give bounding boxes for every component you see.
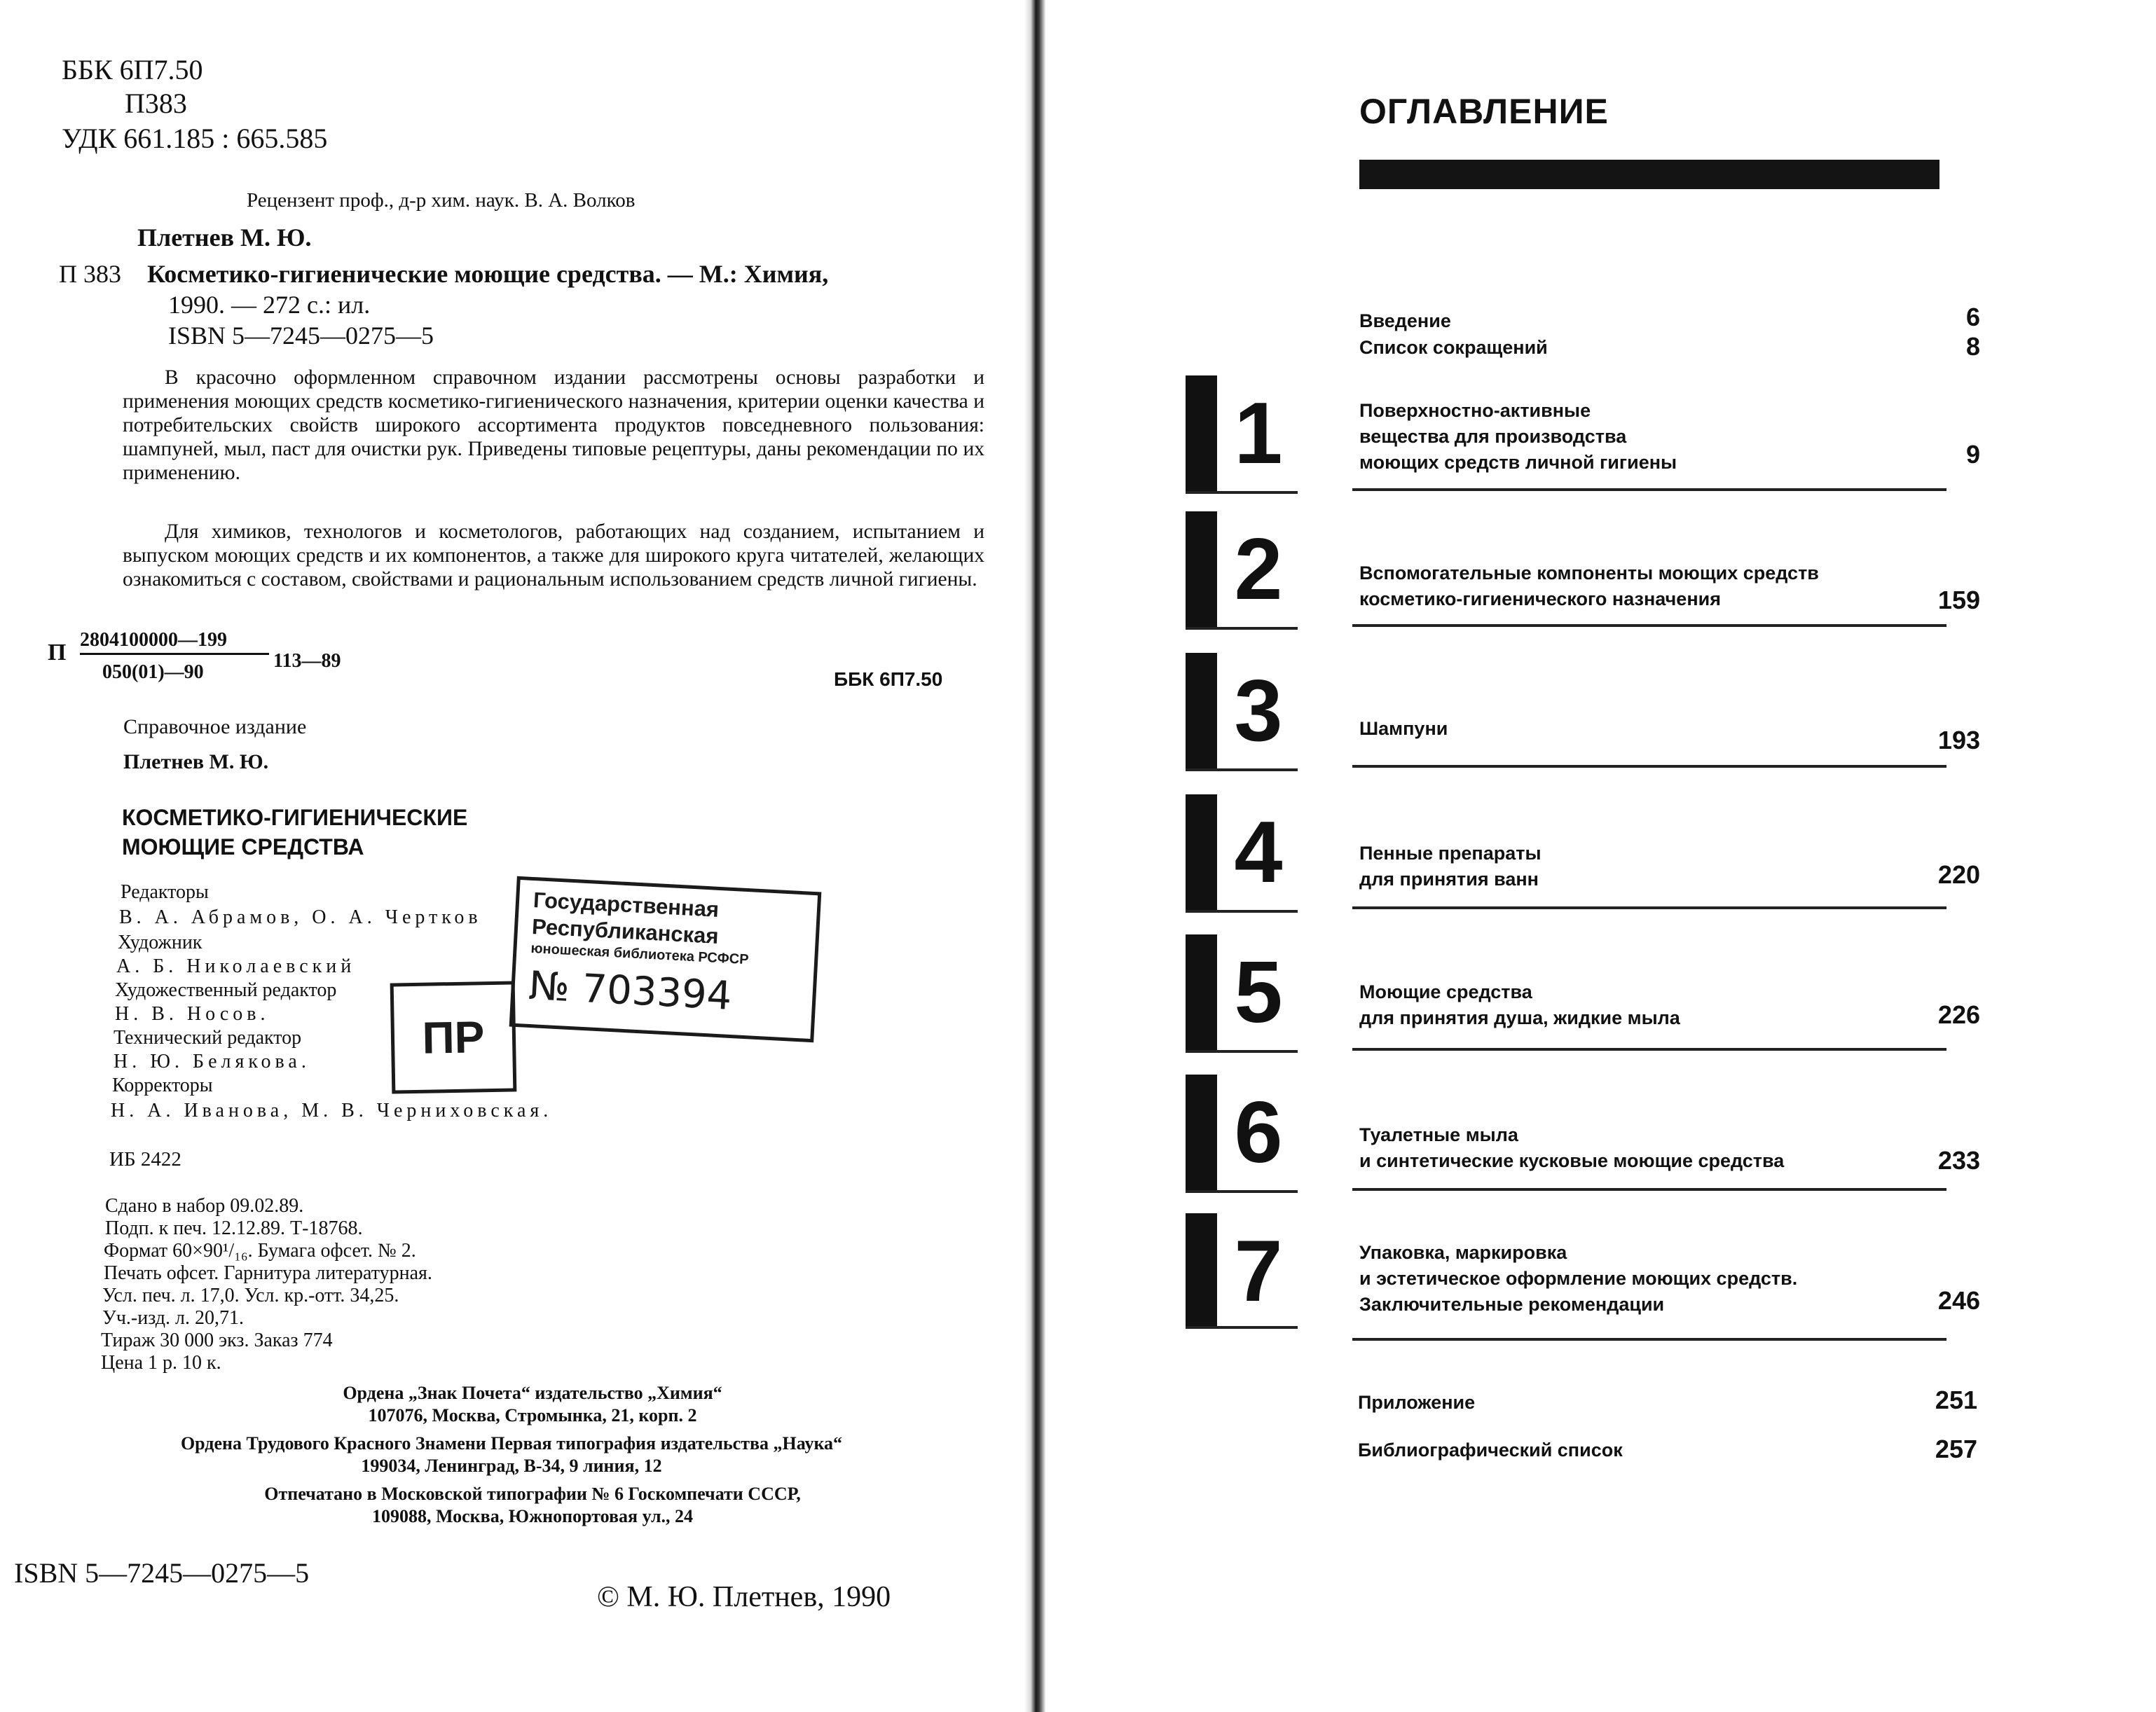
chapter-6-marker bbox=[1186, 1075, 1298, 1190]
chapter-1-number: 1 bbox=[1234, 385, 1283, 482]
chapter-3-marker bbox=[1186, 653, 1298, 768]
chapter-4-page: 220 bbox=[1937, 860, 1980, 889]
title-uppercase-2: МОЮЩИЕ СРЕДСТВА bbox=[122, 834, 364, 860]
publisher-line-1: Ордена „Знак Почета“ издательство „Химия“ bbox=[343, 1383, 722, 1403]
print-detail-6: Уч.-изд. л. 20,71. bbox=[102, 1307, 244, 1329]
bib-code: П 383 bbox=[59, 260, 121, 288]
print-detail-5: Усл. печ. л. 17,0. Усл. кр.-отт. 34,25. bbox=[102, 1285, 399, 1306]
chapter-5-bar bbox=[1186, 934, 1217, 1050]
chapter-1-title-line-1: Поверхностно-активные bbox=[1359, 400, 1591, 421]
chapter-3-number: 3 bbox=[1234, 662, 1283, 759]
chapter-7-number: 7 bbox=[1234, 1222, 1283, 1320]
chapter-4-rule bbox=[1352, 906, 1946, 909]
chapter-3-page: 193 bbox=[1937, 726, 1980, 754]
chapter-5-title-line-2: для принятия душа, жидкие мыла bbox=[1359, 1007, 1680, 1028]
bbk-right: ББК 6П7.50 bbox=[834, 668, 943, 690]
chapter-2-rule bbox=[1352, 624, 1946, 627]
chapter-6-rule-short bbox=[1186, 1190, 1298, 1193]
chapter-6-rule bbox=[1352, 1188, 1946, 1191]
publisher-line-4: 199034, Ленинград, В-34, 9 линия, 12 bbox=[361, 1456, 662, 1476]
proofreaders: Н. А. Иванова, М. В. Черниховская. bbox=[111, 1100, 553, 1121]
chapter-4-marker bbox=[1186, 794, 1298, 910]
library-stamp-line-1: Государственная bbox=[533, 888, 720, 922]
publisher-line-5: Отпечатано в Московской типографии № 6 Госкомпечати СССР, bbox=[264, 1484, 801, 1504]
chapter-1-marker bbox=[1186, 375, 1298, 491]
bib-year: 1990. — 272 с.: ил. bbox=[168, 291, 371, 319]
chapter-2-number: 2 bbox=[1234, 520, 1283, 618]
chapter-2-bar bbox=[1186, 511, 1217, 627]
chapter-7-rule bbox=[1352, 1338, 1946, 1341]
toc-abbrev-page: 8 bbox=[1965, 332, 1980, 361]
library-stamp-number: № 703394 bbox=[528, 962, 733, 1019]
art-editor-label: Художественный редактор bbox=[115, 979, 337, 1001]
proof-label: Корректоры bbox=[112, 1075, 213, 1096]
chapter-7-page: 246 bbox=[1937, 1286, 1980, 1315]
publisher-line-2: 107076, Москва, Стромынка, 21, корп. 2 bbox=[368, 1405, 697, 1425]
chapter-7-title-line-3: Заключительные рекомендации bbox=[1359, 1294, 1665, 1315]
library-stamp-line-3: юношеская библиотека РСФСР bbox=[530, 940, 750, 968]
catalog-code: П383 bbox=[125, 88, 187, 119]
toc-title: ОГЛАВЛЕНИЕ bbox=[1359, 92, 1609, 131]
editors-label: Редакторы bbox=[121, 881, 209, 903]
toc-intro-label: Введение bbox=[1359, 310, 1451, 331]
abstract-paragraph-2: Для химиков, технологов и косметологов, работающих над созданием, испытанием и выпуском моющих средств и их компонентов, а также для широкого круга читателей, желающих ознакомиться с составом, свойствами и рациональным использованием средств личной гигиены. bbox=[123, 520, 984, 591]
fraction-denominator: 050(01)—90 bbox=[102, 661, 204, 683]
chapter-4-title-line-2: для принятия ванн bbox=[1359, 869, 1539, 890]
print-detail-8: Цена 1 р. 10 к. bbox=[101, 1352, 221, 1374]
chapter-4-bar bbox=[1186, 794, 1217, 910]
tech-editor: Н. Ю. Белякова. bbox=[114, 1051, 310, 1072]
udk-code: УДК 661.185 : 665.585 bbox=[62, 123, 328, 154]
bbk-code: ББК 6П7.50 bbox=[62, 54, 203, 85]
chapter-1-title-line-2: вещества для производства bbox=[1359, 426, 1627, 447]
chapter-2-title-line-2: косметико-гигиенического назначения bbox=[1359, 588, 1721, 609]
chapter-7-bar bbox=[1186, 1213, 1217, 1329]
chapter-1-bar bbox=[1186, 375, 1217, 491]
print-detail-1: Сдано в набор 09.02.89. bbox=[105, 1195, 304, 1217]
chapter-1-title-line-3: моющих средств личной гигиены bbox=[1359, 452, 1677, 473]
toc-bibliography-page: 257 bbox=[1935, 1435, 1977, 1463]
chapter-5-page: 226 bbox=[1937, 1000, 1980, 1029]
isbn-bottom: ISBN 5—7245—0275—5 bbox=[14, 1557, 310, 1589]
tech-editor-label: Технический редактор bbox=[114, 1027, 302, 1049]
ib-number: ИБ 2422 bbox=[109, 1148, 181, 1171]
chapter-1-rule bbox=[1352, 488, 1946, 491]
editors: В. А. Абрамов, О. А. Чертков bbox=[119, 906, 482, 928]
pr-stamp: ПР bbox=[390, 981, 517, 1093]
artist-label: Художник bbox=[118, 932, 202, 953]
fraction-prefix: П bbox=[48, 640, 67, 665]
chapter-5-title-line-1: Моющие средства bbox=[1359, 981, 1532, 1002]
chapter-4-rule-short bbox=[1186, 910, 1298, 913]
chapter-5-number: 5 bbox=[1234, 944, 1283, 1041]
toc-appendix-page: 251 bbox=[1935, 1386, 1977, 1414]
left-page-imprint bbox=[0, 0, 1037, 1712]
library-stamp bbox=[509, 876, 822, 1042]
chapter-6-title-line-1: Туалетные мыла bbox=[1359, 1124, 1518, 1145]
author-name: Плетнев М. Ю. bbox=[137, 223, 312, 251]
publisher-line-3: Ордена Трудового Красного Знамени Первая типография издательства „Наука“ bbox=[180, 1433, 843, 1454]
chapter-5-rule-short bbox=[1186, 1050, 1298, 1053]
chapter-6-number: 6 bbox=[1234, 1084, 1283, 1181]
chapter-6-title-line-2: и синтетические кусковые моющие средства bbox=[1359, 1150, 1785, 1171]
chapter-4-title-line-1: Пенные препараты bbox=[1359, 843, 1542, 864]
print-detail-4: Печать офсет. Гарнитура литературная. bbox=[104, 1262, 432, 1284]
chapter-2-title-line-1: Вспомогательные компоненты моющих средств bbox=[1359, 562, 1819, 584]
toc-appendix-label: Приложение bbox=[1358, 1392, 1476, 1413]
chapter-2-marker bbox=[1186, 511, 1298, 627]
right-page-toc bbox=[1037, 0, 2156, 1712]
fraction-bar bbox=[80, 653, 269, 655]
toc-abbrev-label: Список сокращений bbox=[1359, 337, 1548, 358]
chapter-6-bar bbox=[1186, 1075, 1217, 1190]
chapter-1-page: 9 bbox=[1965, 440, 1980, 469]
title-uppercase-1: КОСМЕТИКО-ГИГИЕНИЧЕСКИЕ bbox=[122, 805, 468, 830]
bib-isbn: ISBN 5—7245—0275—5 bbox=[168, 322, 434, 350]
chapter-7-marker bbox=[1186, 1213, 1298, 1329]
artist: А. Б. Николаевский bbox=[116, 955, 356, 977]
chapter-2-rule-short bbox=[1186, 627, 1298, 630]
toc-title-bar bbox=[1359, 160, 1939, 189]
bib-title: Косметико-гигиенические моющие средства. — М.: Химия, bbox=[147, 260, 829, 288]
chapter-6-page: 233 bbox=[1937, 1146, 1980, 1175]
print-detail-2: Подп. к печ. 12.12.89. Т-18768. bbox=[105, 1217, 363, 1239]
edition-type: Справочное издание bbox=[123, 715, 307, 738]
chapter-3-title-line-1: Шампуни bbox=[1359, 718, 1448, 739]
library-stamp-line-2: Республиканская bbox=[531, 914, 720, 948]
toc-intro-page: 6 bbox=[1965, 303, 1980, 331]
print-detail-7: Тираж 30 000 экз. Заказ 774 bbox=[101, 1330, 333, 1351]
toc-bibliography-label: Библиографический список bbox=[1358, 1440, 1623, 1461]
chapter-2-page: 159 bbox=[1937, 586, 1980, 614]
author-name-2: Плетнев М. Ю. bbox=[123, 750, 269, 773]
chapter-5-marker bbox=[1186, 934, 1298, 1050]
fraction-numerator: 2804100000—199 bbox=[80, 629, 227, 651]
chapter-3-rule bbox=[1352, 765, 1946, 768]
chapter-5-rule bbox=[1352, 1048, 1946, 1051]
copyright-line: © М. Ю. Плетнев, 1990 bbox=[597, 1581, 891, 1613]
chapter-1-rule-short bbox=[1186, 491, 1298, 494]
fraction-suffix: 113—89 bbox=[273, 650, 341, 672]
chapter-4-number: 4 bbox=[1234, 803, 1283, 901]
reviewer-line: Рецензент проф., д-р хим. наук. В. А. Волков bbox=[247, 189, 636, 212]
chapter-7-title-line-2: и эстетическое оформление моющих средств. bbox=[1359, 1268, 1798, 1289]
publisher-line-6: 109088, Москва, Южнопортовая ул., 24 bbox=[371, 1506, 694, 1526]
abstract-paragraph-1: В красочно оформленном справочном издании рассмотрены основы разработки и применения моющих средств косметико-гигиенического назначения, критерии оценки качества и потребительских свойств широкого ассортимента продуктов повседневного пользования: шампуней, мыл, паст для очистки рук. Приведены типовые рецептуры, даны рекомендации по их применению. bbox=[123, 366, 984, 484]
chapter-3-bar bbox=[1186, 653, 1217, 768]
art-editor: Н. В. Носов. bbox=[115, 1003, 270, 1025]
chapter-7-title-line-1: Упаковка, маркировка bbox=[1359, 1242, 1567, 1263]
chapter-3-rule-short bbox=[1186, 768, 1298, 771]
print-detail-3: Формат 60×90¹/₁₆. Бумага офсет. № 2. bbox=[104, 1240, 416, 1262]
chapter-7-rule-short bbox=[1186, 1326, 1298, 1329]
